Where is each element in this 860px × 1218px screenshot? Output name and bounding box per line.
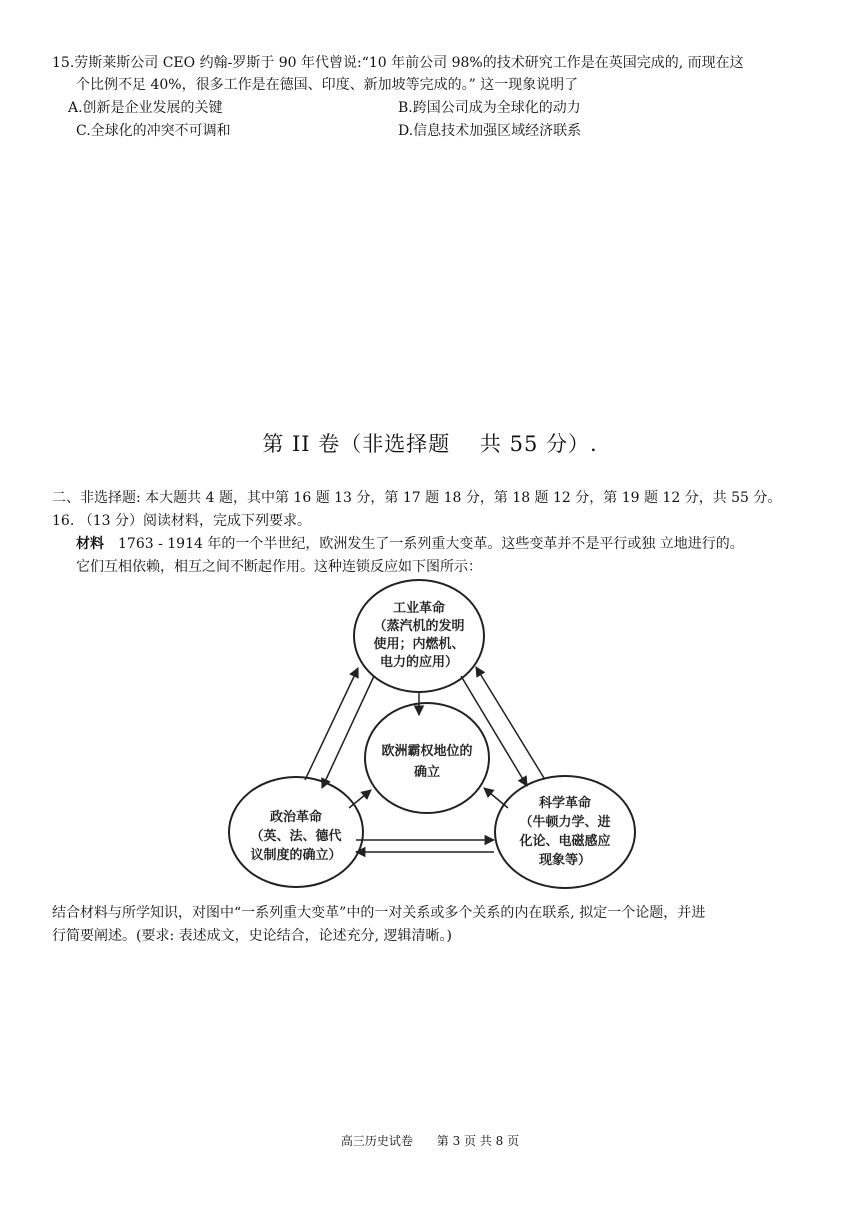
- q16-material-line2: 它们互相依赖，相互之间不断起作用。这种连锁反应如下图所示：: [76, 559, 482, 575]
- section-intro: 二、非选择题: 本大题共 4 题，其中第 16 题 13 分，第 17 题 18 分，第 18 题 12 分，第 19 题 12 分，共 55 分。: [52, 490, 782, 506]
- q15-option-c: C.全球化的冲突不可调和: [76, 123, 231, 139]
- top-label-2: （蒸汽机的发明: [373, 619, 465, 634]
- q15-option-d: D.信息技术加强区域经济联系: [398, 123, 582, 139]
- arrow-top-to-right: [461, 676, 527, 786]
- page-footer: [0, 1132, 860, 1149]
- q16-question-line2: 行简要阐述。(要求: 表述成文，史论结合，论述充分, 逻辑清晰。): [52, 928, 452, 944]
- right-label-3: 化论、电磁感应: [519, 834, 611, 849]
- left-label-2: （英、法、德代: [250, 829, 342, 844]
- top-label-4: 电力的应用）: [379, 655, 459, 670]
- left-label-1: 政治革命: [269, 810, 323, 825]
- right-label-2: （牛顿力学、进: [519, 815, 611, 830]
- right-label-1: 科学革命: [538, 796, 592, 811]
- q16-question-line1: 结合材料与所学知识，对图中“一系列重大变革”中的一对关系或多个关系的内在联系, 拟定一个论题，并进: [52, 905, 706, 921]
- material-text: 1763 - 1914 年的一个半世纪，欧洲发生了一系列重大变革。这些变革并不是平行或独 立地进行的。: [104, 536, 744, 552]
- q15-option-b: B.跨国公司成为全球化的动力: [398, 100, 581, 116]
- arrow-right-to-center: [484, 788, 508, 808]
- q15-stem-line2: 个比例不足 40%，很多工作是在德国、印度、新加坡等完成的。” 这一现象说明了: [76, 77, 579, 93]
- right-label-4: 现象等）: [538, 853, 592, 868]
- scientific-revolution-circle: [495, 776, 635, 888]
- q15-option-a: A.创新是企业发展的关键: [68, 100, 223, 116]
- center-label-1: 欧洲霸权地位的: [381, 744, 473, 759]
- left-label-3: 议制度的确立）: [250, 848, 342, 863]
- arrow-right-to-top: [476, 667, 544, 778]
- footer-exam-title: 高三历史试卷: [340, 1134, 413, 1148]
- top-label-1: 工业革命: [392, 601, 446, 616]
- top-label-3: 使用；内燃机、: [373, 637, 465, 652]
- arrow-left-to-center: [349, 790, 371, 808]
- arrow-left-to-top: [305, 668, 358, 780]
- section-title: 第 II 卷（非选择题 共 55 分）.: [262, 432, 598, 456]
- center-label-2: 确立: [413, 765, 441, 780]
- q15-stem-line1: 15.劳斯莱斯公司 CEO 约翰-罗斯于 90 年代曾说:“10 年前公司 98%的技术研究工作是在英国完成的, 而现在这: [52, 55, 744, 71]
- q16-header: 16. （13 分）阅读材料，完成下列要求。: [52, 513, 311, 529]
- industrial-revolution-circle: [354, 580, 484, 692]
- footer-page-number: 第 3 页 共 8 页: [436, 1134, 520, 1148]
- material-label: 材料: [76, 536, 104, 552]
